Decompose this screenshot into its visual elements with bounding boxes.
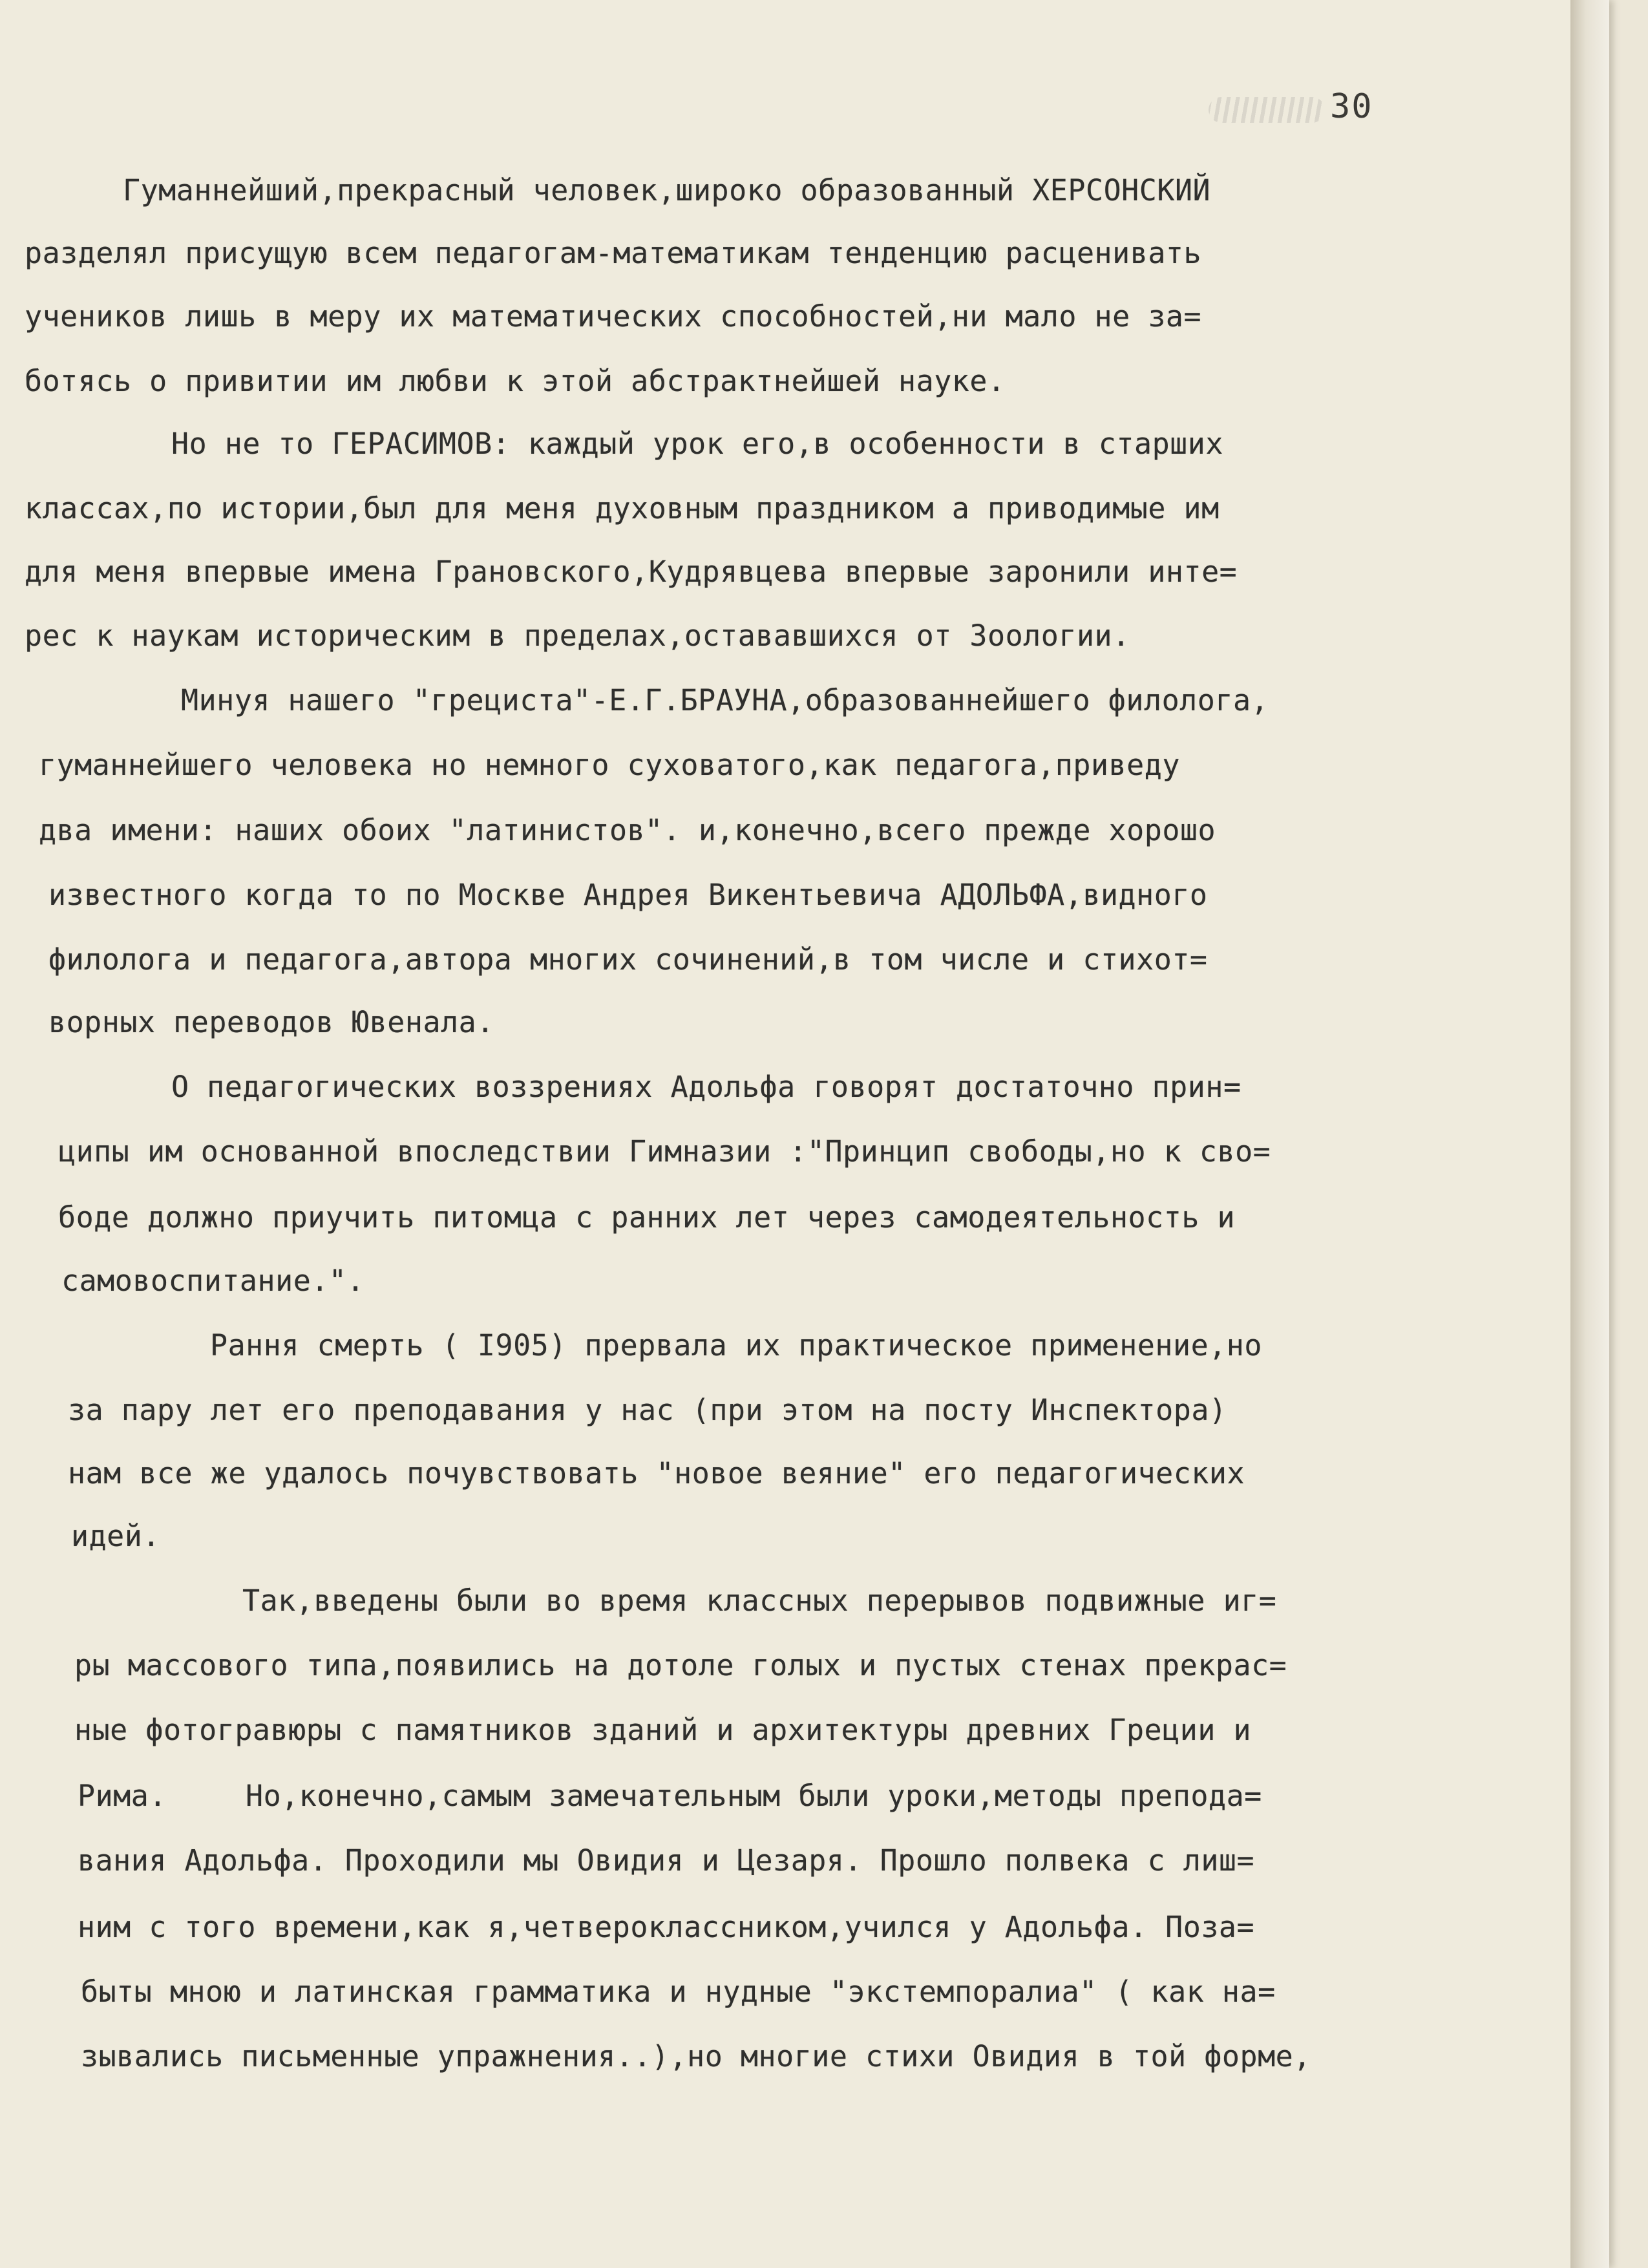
text-line: за пару лет его преподавания у нас (при этом на посту Инспектора)	[68, 1393, 1227, 1427]
text-line: боде должно приучить питомца с ранних лет через самодеятельность и	[58, 1200, 1236, 1235]
text-line: нам все же удалось почувствовать "новое веяние" его педагогических	[68, 1456, 1245, 1490]
text-line: Рима.	[78, 1779, 167, 1813]
text-line: ры массового типа,появились на дотоле голых и пустых стенах прекрас=	[74, 1648, 1287, 1682]
page-edge	[1570, 0, 1609, 2268]
text-line: Гуманнейший,прекрасный человек,широко образованный ХЕРСОНСКИЙ	[123, 173, 1211, 207]
page-number: 30	[1330, 87, 1373, 126]
text-line: самовоспитание.".	[61, 1264, 365, 1298]
text-line: Но,конечно,самым замечательным были уроки,методы препода=	[246, 1779, 1262, 1813]
text-line: ворных переводов Ювенала.	[48, 1005, 494, 1039]
text-line: ботясь о привитии им любви к этой абстрактнейшей науке.	[25, 364, 1006, 398]
text-line: разделял присущую всем педагогам-математикам тенденцию расценивать	[25, 236, 1202, 270]
text-line: О педагогических воззрениях Адольфа говорят достаточно прин=	[171, 1070, 1241, 1104]
text-line: идей.	[71, 1519, 160, 1553]
text-line: Минуя нашего "грециста"-Е.Г.БРАУНА,образованнейшего филолога,	[181, 683, 1269, 717]
text-line: ципы им основанной впоследствии Гимназии :"Принцип свободы,но к сво=	[58, 1134, 1271, 1169]
text-line: два имени: наших обоих "латинистов". и,конечно,всего прежде хорошо	[39, 813, 1216, 847]
text-line: рес к наукам историческим в пределах,остававшихся от Зоологии.	[25, 619, 1130, 653]
text-line: для меня впервые имена Грановского,Кудрявцева впервые заронили инте=	[25, 555, 1238, 589]
text-line: ные фотогравюры с памятников зданий и архитектуры древних Греции и	[74, 1713, 1252, 1747]
text-line: гуманнейшего человека но немного суховатого,как педагога,приведу	[39, 748, 1180, 782]
text-line: филолога и педагога,автора многих сочинений,в том числе и стихот=	[48, 942, 1208, 977]
text-line: Но не то ГЕРАСИМОВ: каждый урок его,в особенности в старших	[171, 427, 1223, 461]
text-line: Так,введены были во время классных перерывов подвижные иг=	[242, 1584, 1277, 1618]
text-line: учеников лишь в меру их математических способностей,ни мало не за=	[25, 299, 1202, 334]
text-line: вания Адольфа. Проходили мы Овидия и Цезаря. Прошло полвека с лиш=	[78, 1843, 1255, 1878]
ink-smudge	[1209, 97, 1325, 123]
text-line: зывались письменные упражнения..),но многие стихи Овидия в той форме,	[81, 2039, 1311, 2073]
text-line: Рання смерть ( I905) прервала их практическое применение,но	[210, 1328, 1262, 1362]
text-line: классах,по истории,был для меня духовным праздником а приводимые им	[25, 491, 1220, 525]
text-line: известного когда то по Москве Андрея Викентьевича АДОЛЬФА,видного	[48, 878, 1208, 912]
text-line: ним с того времени,как я,четвероклассником,учился у Адольфа. Поза=	[78, 1910, 1255, 1944]
text-line: быты мною и латинская грамматика и нудные "экстемпоралиа" ( как на=	[81, 1975, 1276, 2009]
